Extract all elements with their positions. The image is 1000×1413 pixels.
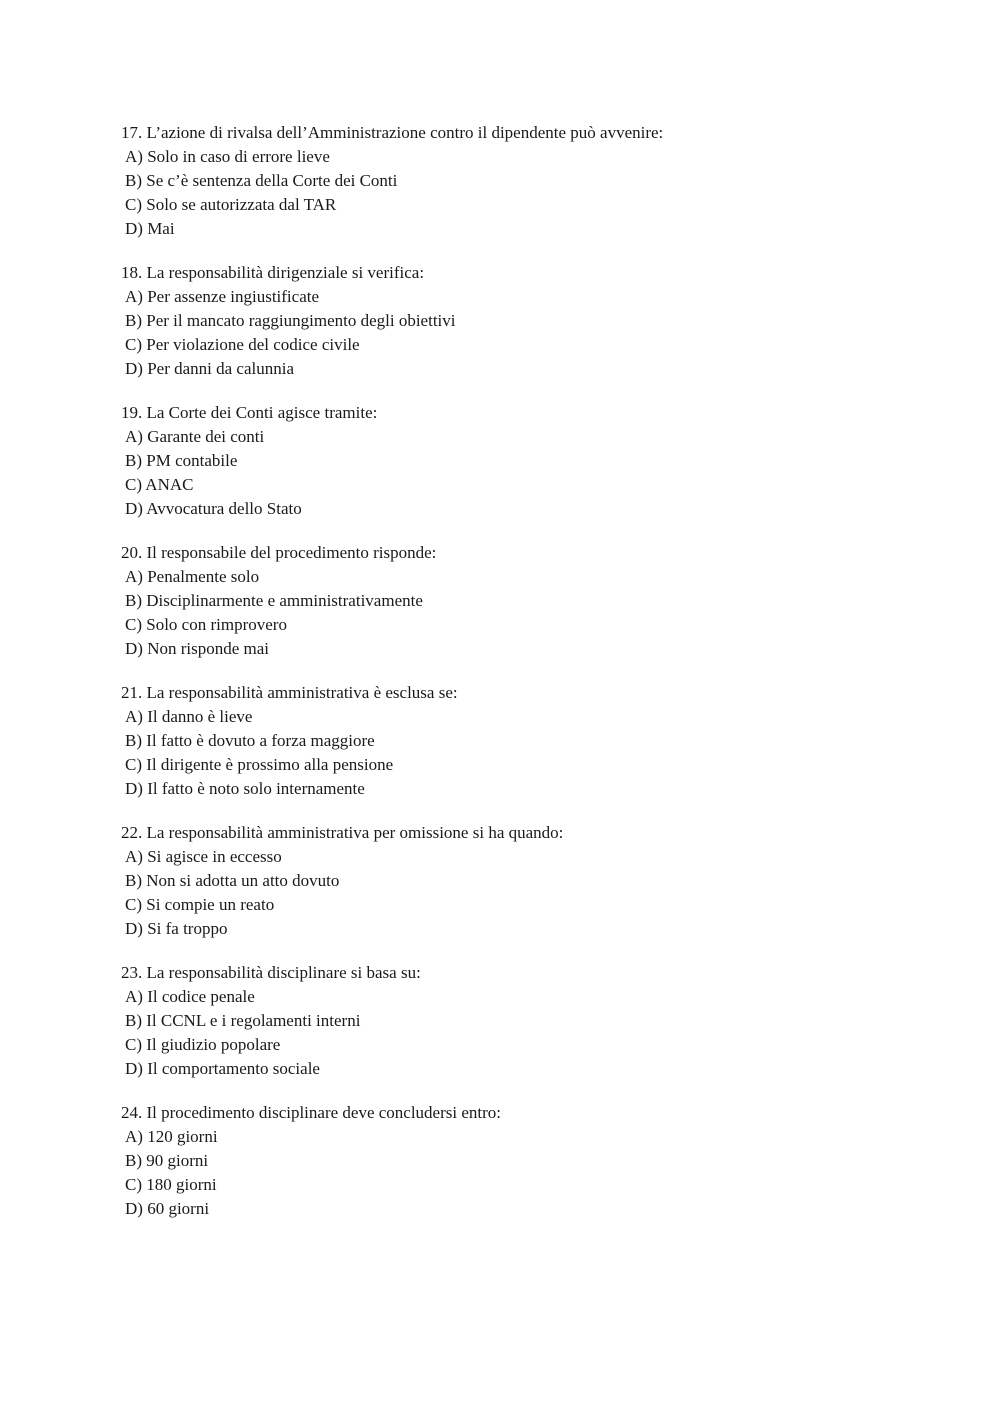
- option-c: C) Solo con rimprovero: [125, 615, 287, 634]
- question-text: 24. Il procedimento disciplinare deve concludersi entro:: [121, 1103, 502, 1122]
- question-text: 17. L’azione di rivalsa dell’Amministrazione contro il dipendente può avvenire:: [121, 123, 664, 142]
- question-20: [121, 541, 921, 661]
- question-text: 18. La responsabilità dirigenziale si verifica:: [121, 263, 425, 282]
- option-a: A) 120 giorni: [125, 1127, 218, 1146]
- option-b: B) Disciplinarmente e amministrativamente: [125, 591, 423, 610]
- question-text: 22. La responsabilità amministrativa per omissione si ha quando:: [121, 823, 564, 842]
- option-d: D) Per danni da calunnia: [125, 359, 294, 378]
- option-c: C) Solo se autorizzata dal TAR: [125, 195, 337, 214]
- question-24: [121, 1101, 921, 1221]
- option-d: D) Mai: [125, 219, 175, 238]
- option-b: B) 90 giorni: [125, 1151, 209, 1170]
- option-c: C) 180 giorni: [125, 1175, 217, 1194]
- option-d: D) Il fatto è noto solo internamente: [125, 779, 365, 798]
- option-b: B) Non si adotta un atto dovuto: [125, 871, 340, 890]
- question-text: 19. La Corte dei Conti agisce tramite:: [121, 403, 378, 422]
- option-d: D) Avvocatura dello Stato: [125, 499, 302, 518]
- option-c: C) Il dirigente è prossimo alla pensione: [125, 755, 394, 774]
- option-b: B) Il fatto è dovuto a forza maggiore: [125, 731, 375, 750]
- option-d: D) Il comportamento sociale: [125, 1059, 320, 1078]
- question-text: 23. La responsabilità disciplinare si basa su:: [121, 963, 421, 982]
- option-b: B) Il CCNL e i regolamenti interni: [125, 1011, 361, 1030]
- option-c: C) ANAC: [125, 475, 194, 494]
- document-page: [121, 121, 921, 1241]
- option-b: B) Se c’è sentenza della Corte dei Conti: [125, 171, 398, 190]
- option-c: C) Il giudizio popolare: [125, 1035, 281, 1054]
- option-b: B) Per il mancato raggiungimento degli obiettivi: [125, 311, 456, 330]
- option-b: B) PM contabile: [125, 451, 238, 470]
- question-22: [121, 821, 921, 941]
- option-a: A) Garante dei conti: [125, 427, 265, 446]
- option-a: A) Solo in caso di errore lieve: [125, 147, 330, 166]
- option-d: D) 60 giorni: [125, 1199, 210, 1218]
- option-a: A) Il codice penale: [125, 987, 255, 1006]
- option-a: A) Il danno è lieve: [125, 707, 253, 726]
- option-a: A) Per assenze ingiustificate: [125, 287, 320, 306]
- option-d: D) Si fa troppo: [125, 919, 228, 938]
- question-19: [121, 401, 921, 521]
- question-23: [121, 961, 921, 1081]
- question-text: 20. Il responsabile del procedimento risponde:: [121, 543, 437, 562]
- question-18: [121, 261, 921, 381]
- option-a: A) Si agisce in eccesso: [125, 847, 282, 866]
- option-c: C) Si compie un reato: [125, 895, 275, 914]
- option-c: C) Per violazione del codice civile: [125, 335, 360, 354]
- option-a: A) Penalmente solo: [125, 567, 260, 586]
- question-17: [121, 121, 921, 241]
- option-d: D) Non risponde mai: [125, 639, 270, 658]
- question-21: [121, 681, 921, 801]
- question-text: 21. La responsabilità amministrativa è esclusa se:: [121, 683, 458, 702]
